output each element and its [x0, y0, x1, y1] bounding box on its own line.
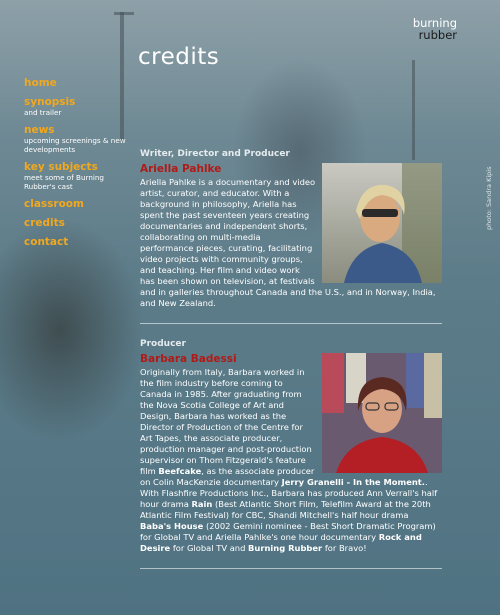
nav-sublabel: and trailer — [24, 108, 62, 117]
portrait-barbara-badessi — [322, 353, 442, 473]
bio-film-title: Beefcake — [158, 466, 202, 476]
nav-label: key subjects — [24, 161, 98, 173]
credit-role: Producer — [140, 339, 186, 349]
credit-name: Barbara Badessi — [140, 353, 237, 365]
credit-bio: Ariella Pahlke is a documentary and video artist, curator, and educator. With a background in philosophy, Ariella has spent the past seventeen years creating documentaries and independent shorts, collaborating on multi-media performance pieces, curating, facilitating video projects with community groups, and teaching. Her film and video work has been shown on television, at festivals and in galleries throughout Canada and the U.S., and in Norway, India, and New Zealand. — [140, 177, 436, 308]
logo-line-1: burning — [412, 16, 457, 30]
nav-sublabel: meet some of Burning Rubber's cast — [24, 173, 104, 191]
credit-entry — [140, 330, 442, 554]
bio-text: . With Flashfire Productions Inc., Barbara has produced Ann Verrall's half hour drama — [140, 477, 438, 509]
nav-item-key-subjects[interactable] — [24, 161, 134, 191]
bio-film-title: Burning Rubber — [248, 543, 323, 553]
bio-film-title: Baba's House — [140, 521, 204, 531]
section-divider — [140, 568, 442, 569]
logo-line-2: rubber — [418, 28, 457, 42]
nav-label: contact — [24, 236, 69, 248]
nav-label: news — [24, 124, 55, 136]
bio-film-title: Rain — [191, 499, 213, 509]
bio-text: (2002 Gemini nominee - Best Short Dramatic Program) for Global TV and Ariella Pahlke's one hour documentary — [140, 521, 436, 542]
nav-item-classroom[interactable] — [24, 198, 134, 210]
background-lamp — [114, 12, 134, 15]
bio-film-title: Jerry Granelli - In the Moment. — [281, 477, 425, 487]
main-nav — [24, 77, 134, 255]
bio-text: , as the associate producer on Colin MacKenzie documentary — [140, 466, 315, 487]
bio-text: Originally from Italy, Barbara worked in the film industry before coming to Canada in 1985. After graduating from the Nova Scotia College of Art and Design, Barbara has worked as the Director of Production of the Centre for Art Tapes, the associate producer, production manager and post-production supervisor on Thom Fitzgerald's feature film — [140, 367, 312, 476]
bio-text: (Best Atlantic Short Film, Telefilm Award at the 20th Atlantic Film Festival) for CBC, Shandi Mitchell's half hour drama — [140, 499, 431, 520]
nav-label: home — [24, 77, 57, 89]
photo-credit: photo: Sandra Kipis — [485, 166, 493, 230]
nav-label: credits — [24, 217, 65, 229]
credit-role: Writer, Director and Producer — [140, 149, 290, 159]
nav-label: synopsis — [24, 96, 76, 108]
section-divider — [140, 323, 442, 324]
nav-label: classroom — [24, 198, 84, 210]
credit-entry — [140, 140, 442, 309]
site-logo[interactable] — [387, 17, 457, 41]
nav-item-home[interactable] — [24, 77, 134, 89]
bio-text: for Bravo! — [322, 543, 367, 553]
bio-text: for Global TV and — [170, 543, 249, 553]
nav-item-credits[interactable] — [24, 217, 134, 229]
nav-sublabel: upcoming screenings & new developments — [24, 136, 126, 154]
nav-item-news[interactable] — [24, 124, 134, 154]
page-title: credits — [138, 44, 220, 70]
nav-item-synopsis[interactable] — [24, 96, 134, 117]
nav-item-contact[interactable] — [24, 236, 134, 248]
credits-content — [140, 140, 442, 575]
bio-film-title: Rock and Desire — [140, 532, 422, 553]
portrait-ariella-pahlke — [322, 163, 442, 283]
credit-name: Ariella Pahlke — [140, 163, 222, 175]
